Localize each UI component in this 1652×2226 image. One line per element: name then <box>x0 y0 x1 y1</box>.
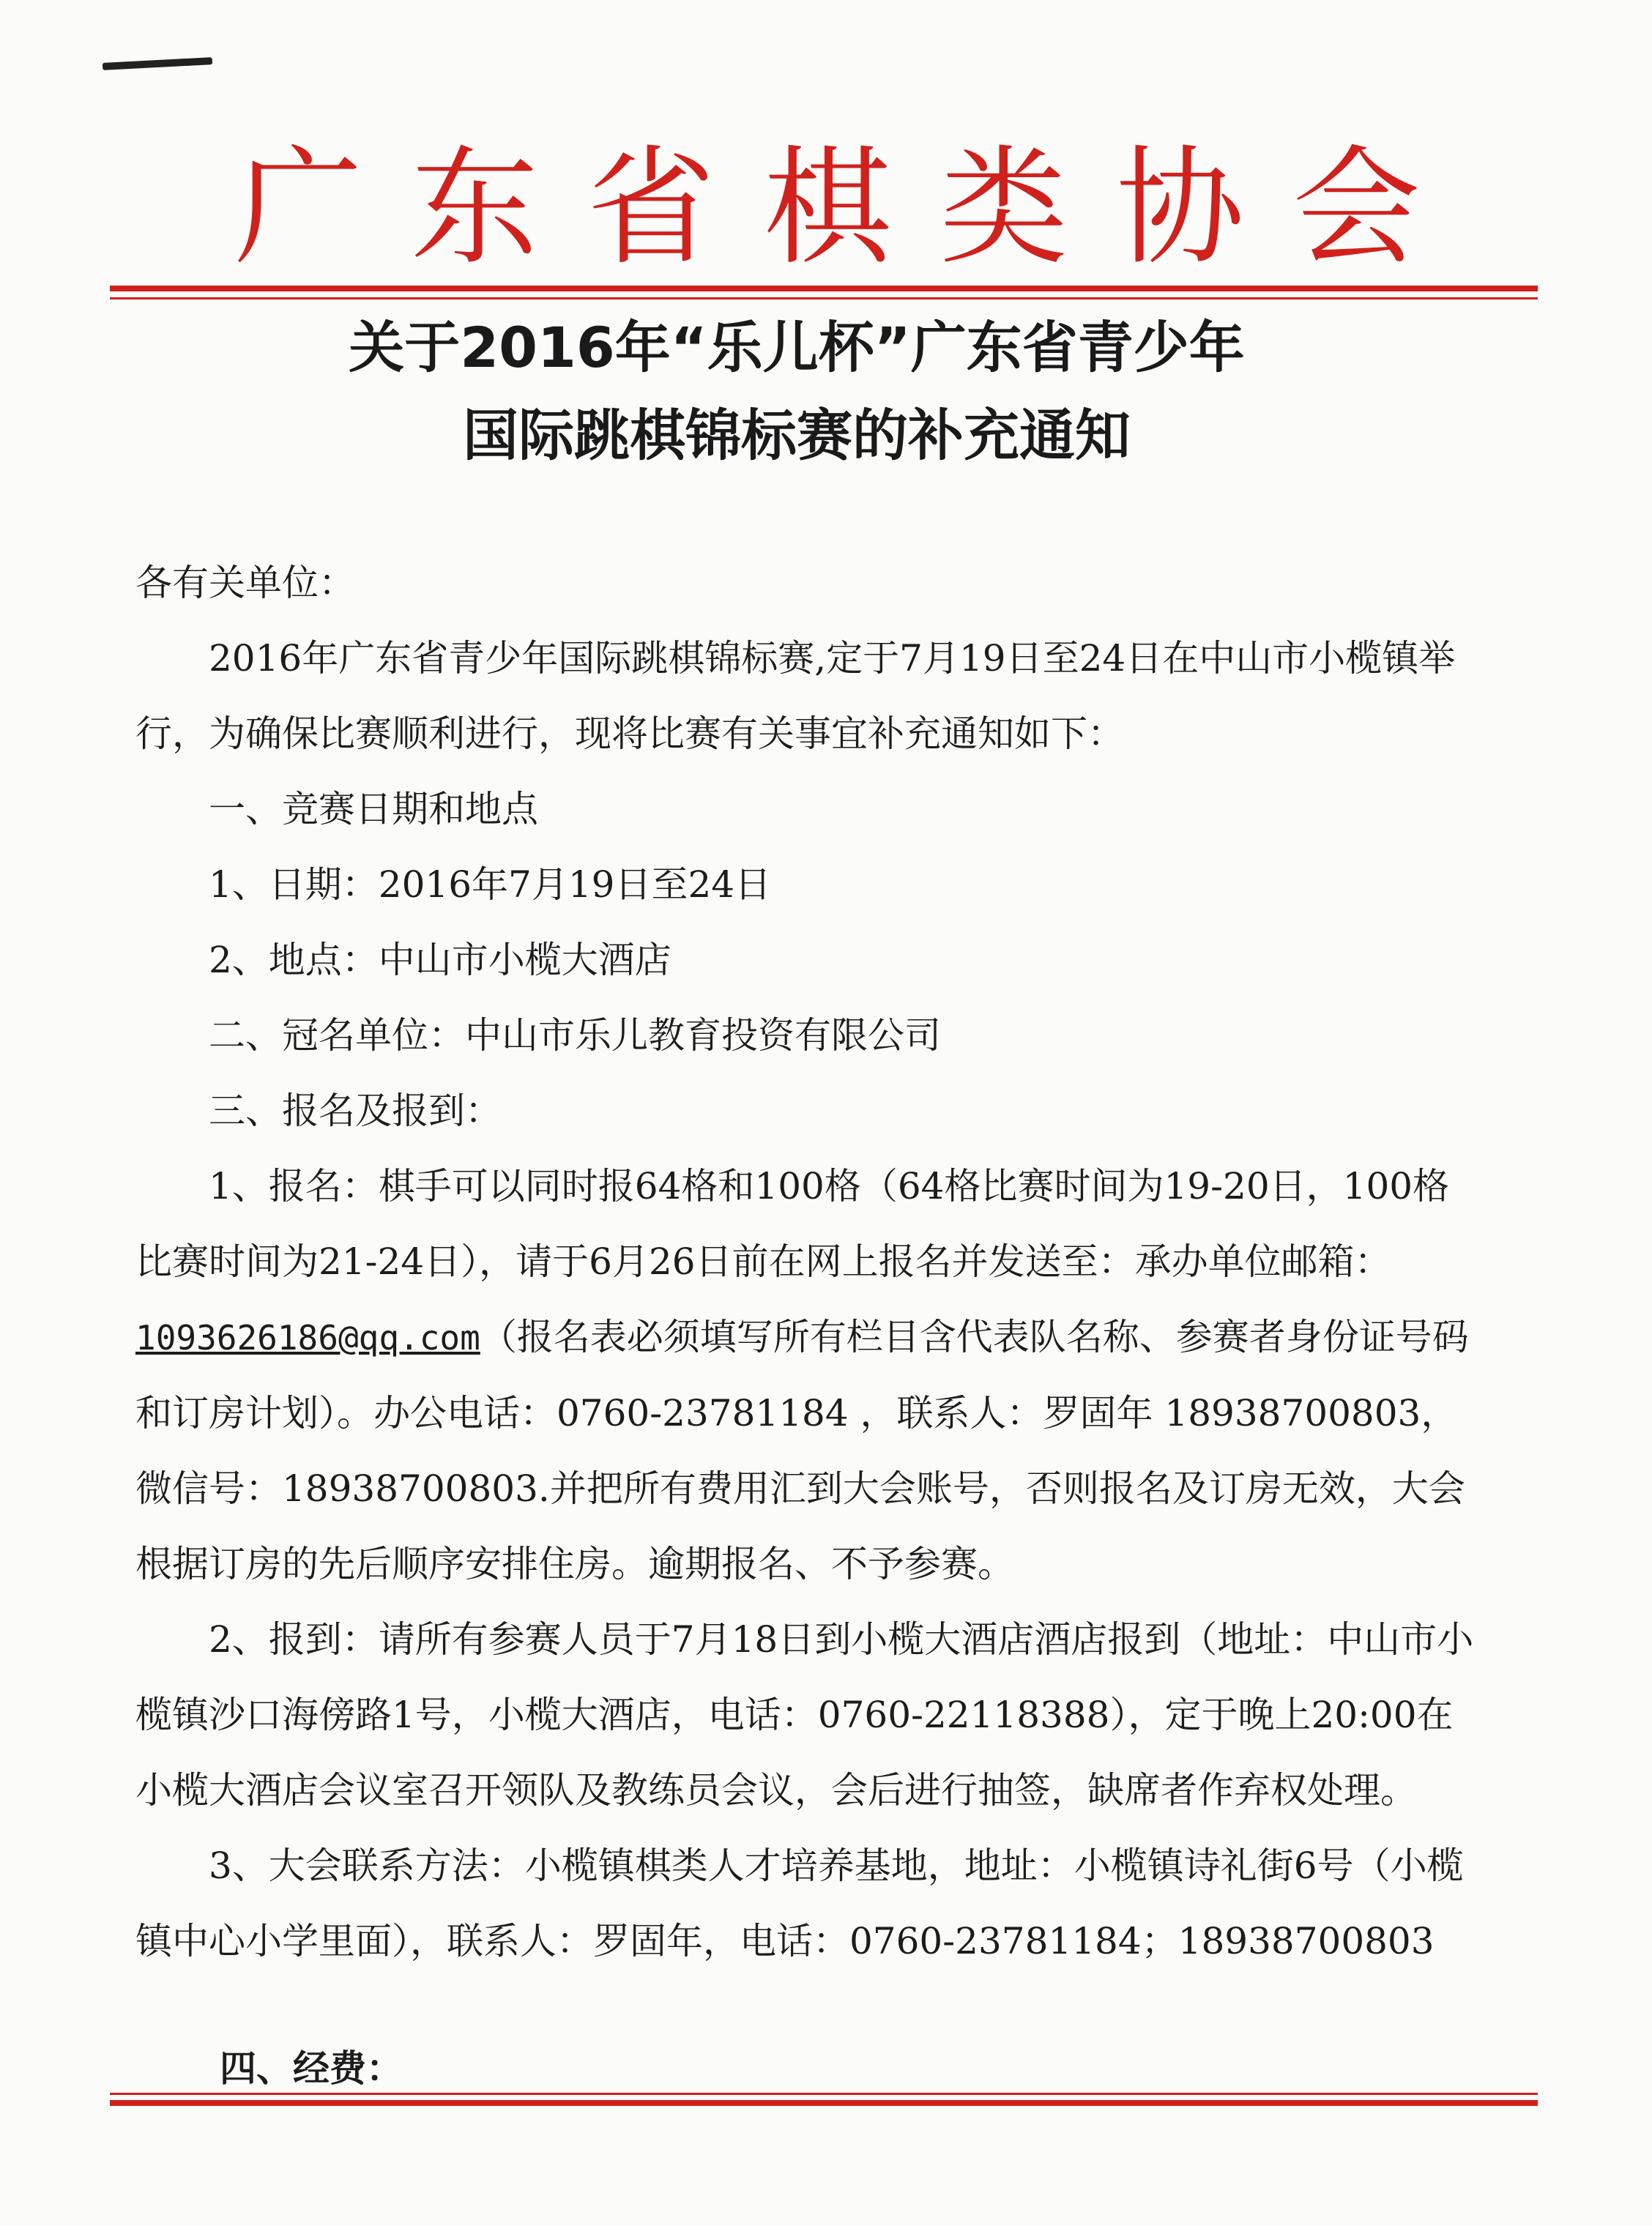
section-3-item-1-text: 1、报名：棋手可以同时报64格和100格（64格比赛时间为19-20日，100格比赛时间为21-24日），请于6月26日前在网上报名并发送至：承办单位邮箱： <box>135 1165 1450 1283</box>
section-1-heading: 一、竞赛日期和地点 <box>209 788 538 830</box>
letterhead-char: 东 <box>410 134 539 283</box>
document-title-line-2: 国际跳棋锦标赛的补充通知 <box>463 403 1131 468</box>
section-1-item-1: 1、日期：2016年7月19日至24日 <box>209 863 772 906</box>
letterhead-rule-thick <box>110 286 1538 291</box>
document-body <box>135 546 1483 1979</box>
intro-paragraph: 2016年广东省青少年国际跳棋锦标赛,定于7月19日至24日在中山市小榄镇举行，为确保比赛顺利进行，现将比赛有关事宜补充通知如下： <box>135 637 1456 755</box>
letterhead-char: 会 <box>1292 134 1421 283</box>
footer-rule-thin <box>110 2093 1538 2095</box>
email-link[interactable]: 1093626186@qq.com <box>135 1318 480 1358</box>
section-3-item-1-text-cont: （报名表必须填写所有栏目含代表队名称、参赛者身份证号码和订房计划）。办公电话：0760-23781184 ，联系人：罗固年 18938700803，微信号：18938700803.并把所有费用汇到大会账号，否则报名及订房无效，大会根据订房的先后顺序安排住房。逾期报名、不予参赛。 <box>135 1316 1469 1585</box>
letterhead-char: 棋 <box>763 134 892 283</box>
section-2-heading: 二、冠名单位：中山市乐儿教育投资有限公司 <box>209 1014 941 1057</box>
section-3-item-3: 3、大会联系方法：小榄镇棋类人才培养基地，地址：小榄镇诗礼街6号（小榄镇中心小学里面），联系人：罗固年，电话：0760-23781184；18938700803 <box>135 1845 1464 1962</box>
section-3-item-1 <box>135 1149 1483 1602</box>
section-4-heading: 四、经费： <box>220 2047 403 2090</box>
letterhead-rule-thin <box>110 297 1538 299</box>
letterhead-org-name <box>234 134 1421 283</box>
letterhead-char: 广 <box>234 134 362 283</box>
section-3-heading: 三、报名及报到： <box>209 1090 502 1132</box>
salutation: 各有关单位： <box>135 562 355 604</box>
letterhead-char: 类 <box>940 134 1068 283</box>
section-1-item-2: 2、地点：中山市小榄大酒店 <box>209 939 671 981</box>
letterhead-char: 协 <box>1116 134 1245 283</box>
letterhead-char: 省 <box>587 134 715 283</box>
section-3-item-2: 2、报到：请所有参赛人员于7月18日到小榄大酒店酒店报到（地址：中山市小榄镇沙口海傍路1号，小榄大酒店，电话：0760-22118388），定于晚上20:00在小榄大酒店会议室召开领队及教练员会议，会后进行抽签，缺席者作弃权处理。 <box>135 1618 1474 1812</box>
document-title-line-1: 关于2016年“乐儿杯”广东省青少年 <box>349 315 1245 380</box>
footer-rule-thick <box>110 2100 1538 2106</box>
handwritten-mark <box>103 57 212 70</box>
